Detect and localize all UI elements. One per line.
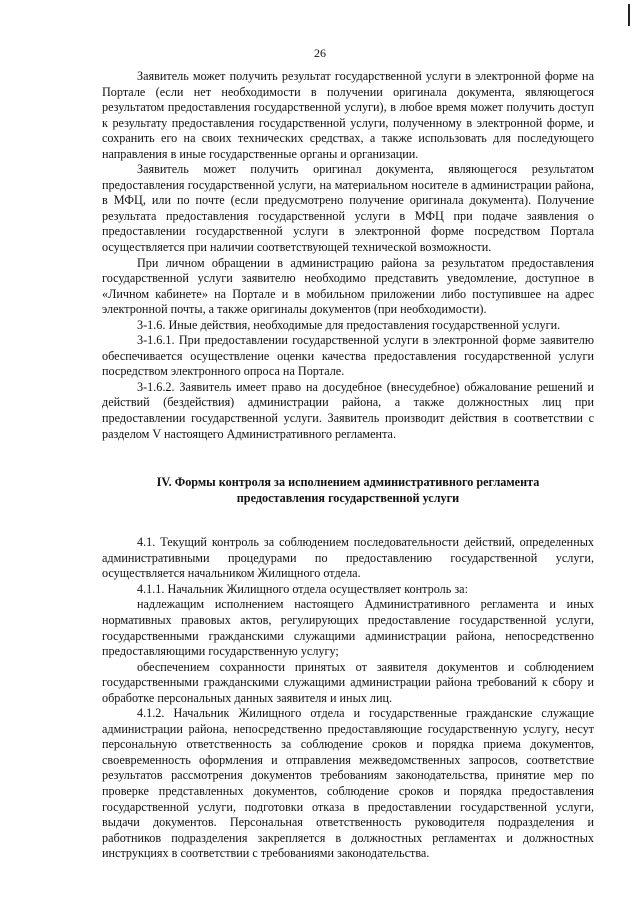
paragraph: 3-1.6.2. Заявитель имеет право на досудебное (внесудебное) обжалование решений и действий (бездействия) администрации района, а также должностных лиц при предоставлении государственной услуги. Заявитель производит действия в соответствии с разделом V настоящего Административного регламента. (102, 379, 594, 441)
margin-mark (628, 4, 630, 26)
paragraph: обеспечением сохранности принятых от заявителя документов и соблюдением государственными гражданскими служащими администрации района требований к сбору и обработке персональных данных заявителя и иных лиц. (102, 659, 594, 705)
paragraph: 3-1.6.1. При предоставлении государственной услуги в электронной форме заявителю обеспечивается осуществление оценки качества предоставления государственной услуги посредством электронного опроса на Портале. (102, 333, 594, 379)
section-heading-line: IV. Формы контроля за исполнением административного регламента (156, 475, 540, 490)
document-body (102, 69, 594, 862)
paragraph: 4.1.2. Начальник Жилищного отдела и государственные гражданские служащие администрации района, непосредственно предоставляющие государственную услугу, несут персональную ответственность за соблюдение сроков и порядка приема документов, своевременность оформления и отправления межведомственных запросов, соответствие результатов рассмотрения документов требованиям законодательства, принятие мер по проверке представленных документов, соблюдение сроков и порядка предоставления государственной услуги, подготовки отказа в предоставлении государственной услуги, выдачи документов. Персональная ответственность руководителя подразделения и работников подразделения закрепляется в должностных регламентах и должностных инструкциях в соответствии с требованиями законодательства. (102, 706, 594, 861)
paragraph: надлежащим исполнением настоящего Административного регламента и иных нормативных правовых актов, регулирующих предоставление государственной услуги, государственными гражданскими служащими администрации района, непосредственно предоставляющими государственную услугу; (102, 597, 594, 659)
section-heading (102, 475, 594, 506)
page-number: 26 (314, 46, 326, 60)
paragraph: 3-1.6. Иные действия, необходимые для предоставления государственной услуги. (137, 317, 561, 332)
paragraph: При личном обращении в администрацию района за результатом предоставления государственной услуги заявителю необходимо представить уведомление, доступное в «Личном кабинете» на Портале и в мобильном приложении либо поступившее на адрес электронной почты, а также оригиналы документов (при необходимости). (102, 255, 594, 317)
paragraph: 4.1.1. Начальник Жилищного отдела осуществляет контроль за: (137, 581, 468, 596)
section-heading-line: предоставления государственной услуги (236, 490, 460, 505)
paragraph: 4.1. Текущий контроль за соблюдением последовательности действий, определенных административными процедурами по предоставлению государственной услуги, осуществляется начальником Жилищного отдела. (102, 535, 594, 581)
paragraph: Заявитель может получить оригинал документа, являющегося результатом предоставления государственной услуги, на материальном носителе в администрации района, в МФЦ, или по почте (если предусмотрено получение оригинала документа). Получение результата предоставления государственной услуги в МФЦ при подаче заявления о предоставлении государственной услуги в электронной форме посредством Портала осуществляется при наличии соответствующей технической возможности. (102, 162, 594, 255)
paragraph: Заявитель может получить результат государственной услуги в электронной форме на Портале (если нет необходимости в получении оригинала документа, являющегося результатом предоставления государственной услуги), в любое время может получить доступ к результату предоставления государственной услуги, полученному в электронной форме, и сохранить его на своих технических средствах, а также использовать для последующего направления в иные государственные органы и организации. (102, 69, 594, 161)
